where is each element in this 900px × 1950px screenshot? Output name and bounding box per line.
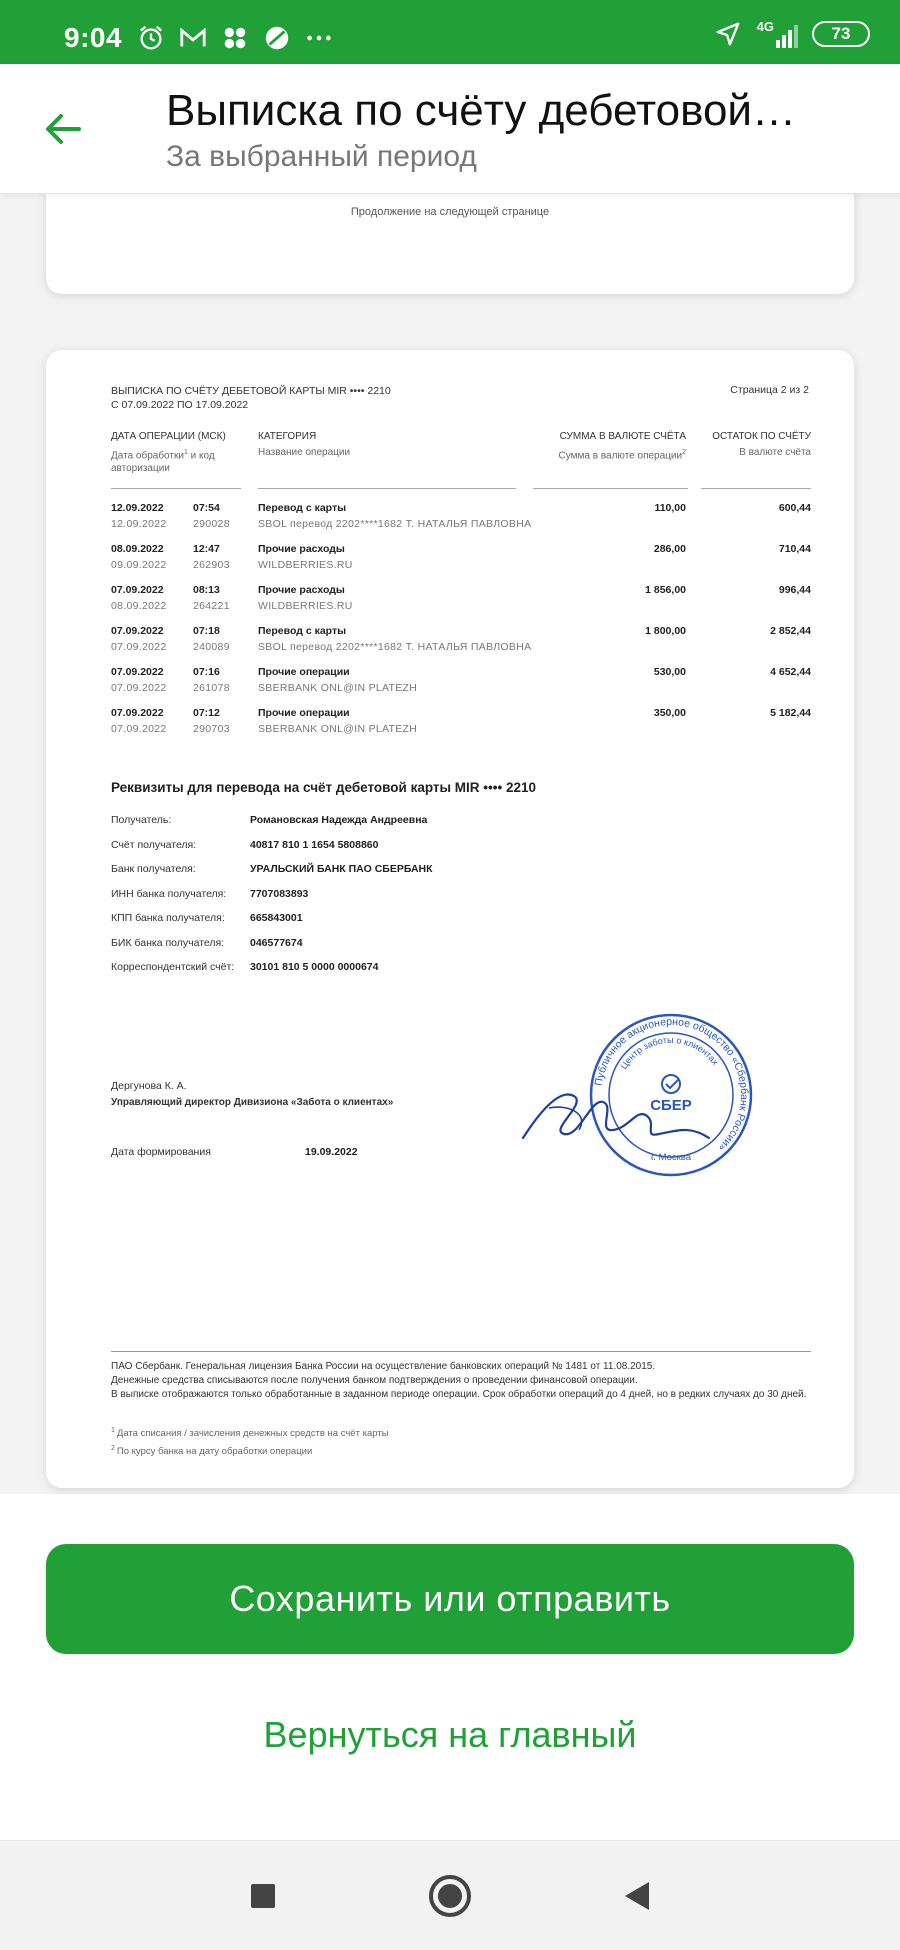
tx-description: WILDBERRIES.RU xyxy=(258,559,353,571)
return-home-button[interactable]: Вернуться на главный xyxy=(263,1714,637,1755)
circle-icon xyxy=(427,1873,473,1919)
app-icon xyxy=(220,24,250,52)
app-icon-2 xyxy=(262,24,292,52)
tx-description: SBERBANK ONL@IN PLATEZH xyxy=(258,723,418,735)
status-icons-left xyxy=(136,24,334,52)
stamp-inner-text: Центр заботы о клиентах xyxy=(618,1034,721,1071)
tx-balance: 996,44 xyxy=(778,584,811,596)
list-item xyxy=(111,863,811,888)
requisite-value: 30101 810 5 0000 0000674 xyxy=(250,961,379,973)
requisite-value: УРАЛЬСКИЙ БАНК ПАО СБЕРБАНК xyxy=(250,863,433,875)
requisite-label: КПП банка получателя: xyxy=(111,912,225,924)
footnote-1: $^1$ Дата списания / зачисления денежных средств на счёт карты xyxy=(111,1427,389,1440)
requisite-value: 665843001 xyxy=(250,912,303,924)
battery-indicator: 73 xyxy=(812,21,870,47)
tx-amount: 286,00 xyxy=(653,543,686,555)
table-row xyxy=(111,500,811,541)
recent-apps-button[interactable] xyxy=(238,1871,288,1921)
table-row xyxy=(111,623,811,664)
tx-amount: 350,00 xyxy=(653,707,686,719)
tx-balance: 4 652,44 xyxy=(770,666,811,678)
requisite-label: Корреспондентский счёт: xyxy=(111,961,235,973)
arrow-left-icon xyxy=(43,109,83,149)
tx-description: SBERBANK ONL@IN PLATEZH xyxy=(258,682,418,694)
tx-balance: 5 182,44 xyxy=(770,707,811,719)
app-header xyxy=(0,64,900,194)
stamp-outer-text: Публичное акционерное общество «Сбербанк России» xyxy=(592,1015,751,1154)
status-icons-right xyxy=(713,20,870,48)
tx-date: 07.09.2022 xyxy=(111,625,164,637)
col-category-header: КАТЕГОРИЯ xyxy=(258,431,317,442)
location-icon xyxy=(713,20,743,48)
col-balance-subheader: В валюте счёта xyxy=(739,447,811,458)
tx-balance: 2 852,44 xyxy=(770,625,811,637)
header-divider xyxy=(533,488,688,489)
tx-time: 07:16 xyxy=(193,666,220,678)
footer-line: Денежные средства списываются после получения банком подтверждения о проведении финансовой операции. xyxy=(111,1375,638,1386)
table-header xyxy=(111,430,811,490)
handwritten-signature xyxy=(519,1068,719,1158)
gmail-icon xyxy=(178,24,208,52)
system-navigation-bar xyxy=(0,1840,900,1950)
transactions-table xyxy=(111,500,811,746)
tx-description: SBOL перевод 2202****1682 Т. НАТАЛЬЯ ПАВЛОВНА xyxy=(258,518,532,530)
tx-processing-date: 07.09.2022 xyxy=(111,641,167,653)
footer-line: ПАО Сбербанк. Генеральная лицензия Банка России на осуществление банковских операций № 1481 от 11.08.2015. xyxy=(111,1361,656,1372)
tx-category: Перевод с карты xyxy=(258,502,347,514)
status-bar xyxy=(0,0,900,64)
stamp-brand: СБЕР xyxy=(650,1097,692,1114)
requisite-label: Получатель: xyxy=(111,814,172,826)
tx-auth-code: 290703 xyxy=(193,723,230,735)
tx-description: WILDBERRIES.RU xyxy=(258,600,353,612)
tx-processing-date: 12.09.2022 xyxy=(111,518,167,530)
page-continued-note: Продолжение на следующей странице xyxy=(350,206,550,218)
document-viewer[interactable] xyxy=(0,194,900,1494)
home-button[interactable] xyxy=(425,1871,475,1921)
table-row xyxy=(111,705,811,746)
footnote-2: $^2$ По курсу банка на дату обработки операции xyxy=(111,1445,313,1458)
list-item xyxy=(111,888,811,913)
col-amount-subheader: Сумма в валюте операции$^2$ xyxy=(558,449,686,462)
tx-date: 12.09.2022 xyxy=(111,502,164,514)
alarm-icon xyxy=(136,24,166,52)
tx-amount: 110,00 xyxy=(654,502,686,514)
requisite-label: Банк получателя: xyxy=(111,863,196,875)
stamp-city: г. Москва xyxy=(650,1152,692,1163)
page-subtitle: За выбранный период xyxy=(166,140,477,173)
signer-name: Дергунова К. А. xyxy=(111,1080,187,1092)
col-amount-header: СУММА В ВАЛЮТЕ СЧЁТА xyxy=(559,431,686,442)
table-row xyxy=(111,664,811,705)
requisite-label: БИК банка получателя: xyxy=(111,936,225,949)
tx-date: 08.09.2022 xyxy=(111,543,164,555)
tx-time: 12:47 xyxy=(193,543,220,555)
col-category-subheader: Название операции xyxy=(258,447,351,458)
header-divider xyxy=(111,488,241,489)
triangle-back-icon xyxy=(621,1880,653,1912)
formation-date-label: Дата формирования xyxy=(111,1146,211,1158)
col-date-header: ДАТА ОПЕРАЦИИ (МСК) xyxy=(111,431,226,442)
formation-date-value: 19.09.2022 xyxy=(305,1146,358,1158)
col-date-subheader: Дата обработки$^1$ и код авторизации xyxy=(111,449,215,475)
tx-category: Перевод с карты xyxy=(258,625,347,637)
save-or-send-button[interactable]: Сохранить или отправить xyxy=(46,1544,854,1654)
requisites-list xyxy=(111,814,811,986)
square-icon xyxy=(249,1882,277,1910)
more-icon xyxy=(304,24,334,52)
tx-amount: 1 856,00 xyxy=(645,584,686,596)
requisite-value: 046577674 xyxy=(250,936,303,949)
requisite-label: ИНН банка получателя: xyxy=(111,887,227,900)
list-item xyxy=(111,937,811,962)
requisite-value: 40817 810 1 1654 5808860 xyxy=(250,838,379,851)
page-number: Страница 2 из 2 xyxy=(730,384,809,396)
document-page-1 xyxy=(46,194,854,294)
requisite-value: Романовская Надежда Андреевна xyxy=(250,814,428,826)
tx-date: 07.09.2022 xyxy=(111,707,164,719)
statement-period: С 07.09.2022 ПО 17.09.2022 xyxy=(111,399,249,411)
requisite-value: 7707083893 xyxy=(250,887,309,900)
tx-processing-date: 09.09.2022 xyxy=(111,559,167,571)
back-button[interactable] xyxy=(38,104,88,154)
back-nav-button[interactable] xyxy=(612,1871,662,1921)
tx-auth-code: 262903 xyxy=(193,559,230,571)
document-page-2 xyxy=(46,350,854,1488)
tx-auth-code: 240089 xyxy=(193,641,230,653)
tx-time: 07:12 xyxy=(193,707,220,719)
footer-divider xyxy=(111,1351,811,1352)
requisite-label: Счёт получателя: xyxy=(111,838,197,851)
table-row xyxy=(111,582,811,623)
col-balance-header: ОСТАТОК ПО СЧЁТУ xyxy=(712,431,811,442)
status-time: 9:04 xyxy=(64,22,123,53)
tx-time: 07:18 xyxy=(193,625,220,637)
tx-date: 07.09.2022 xyxy=(111,584,164,596)
document-footer xyxy=(111,1360,811,1402)
list-item xyxy=(111,912,811,937)
header-divider xyxy=(701,488,811,489)
list-item xyxy=(111,839,811,864)
statement-title xyxy=(111,384,391,412)
list-item xyxy=(111,814,811,839)
network-type: 4G xyxy=(756,19,774,34)
tx-category: Прочие операции xyxy=(258,707,350,719)
tx-auth-code: 264221 xyxy=(193,600,230,612)
list-item xyxy=(111,961,811,986)
tx-balance: 710,44 xyxy=(778,543,811,555)
tx-category: Прочие расходы xyxy=(258,584,345,596)
footer-line: В выписке отображаются только обработанные в заданном периоде операции. Срок обработки операций до 4 дней, но в редких случаях до 30 дней. xyxy=(111,1389,807,1400)
tx-date: 07.09.2022 xyxy=(111,666,164,678)
tx-time: 07:54 xyxy=(193,502,220,514)
tx-processing-date: 08.09.2022 xyxy=(111,600,167,612)
tx-balance: 600,44 xyxy=(778,502,811,514)
tx-processing-date: 07.09.2022 xyxy=(111,723,167,735)
tx-amount: 530,00 xyxy=(653,666,686,678)
tx-category: Прочие расходы xyxy=(258,543,345,555)
signer-role: Управляющий директор Дивизиона «Забота о клиентах» xyxy=(111,1097,394,1108)
statement-content xyxy=(111,350,809,1488)
signal-icon xyxy=(757,20,798,48)
requisites-title: Реквизиты для перевода на счёт дебетовой карты MIR •••• 2210 xyxy=(111,780,536,795)
header-divider xyxy=(258,488,516,489)
tx-processing-date: 07.09.2022 xyxy=(111,682,167,694)
tx-description: SBOL перевод 2202****1682 Т. НАТАЛЬЯ ПАВЛОВНА xyxy=(258,641,532,653)
tx-auth-code: 290028 xyxy=(193,518,230,530)
tx-auth-code: 261078 xyxy=(193,682,230,694)
tx-time: 08:13 xyxy=(193,584,220,596)
page-title: Выписка по счёту дебетовой… xyxy=(166,86,797,135)
tx-amount: 1 800,00 xyxy=(645,625,686,637)
table-row xyxy=(111,541,811,582)
tx-category: Прочие операции xyxy=(258,666,350,678)
statement-title-line1: ВЫПИСКА ПО СЧЁТУ ДЕБЕТОВОЙ КАРТЫ MIR •••• 2210 xyxy=(111,385,391,397)
